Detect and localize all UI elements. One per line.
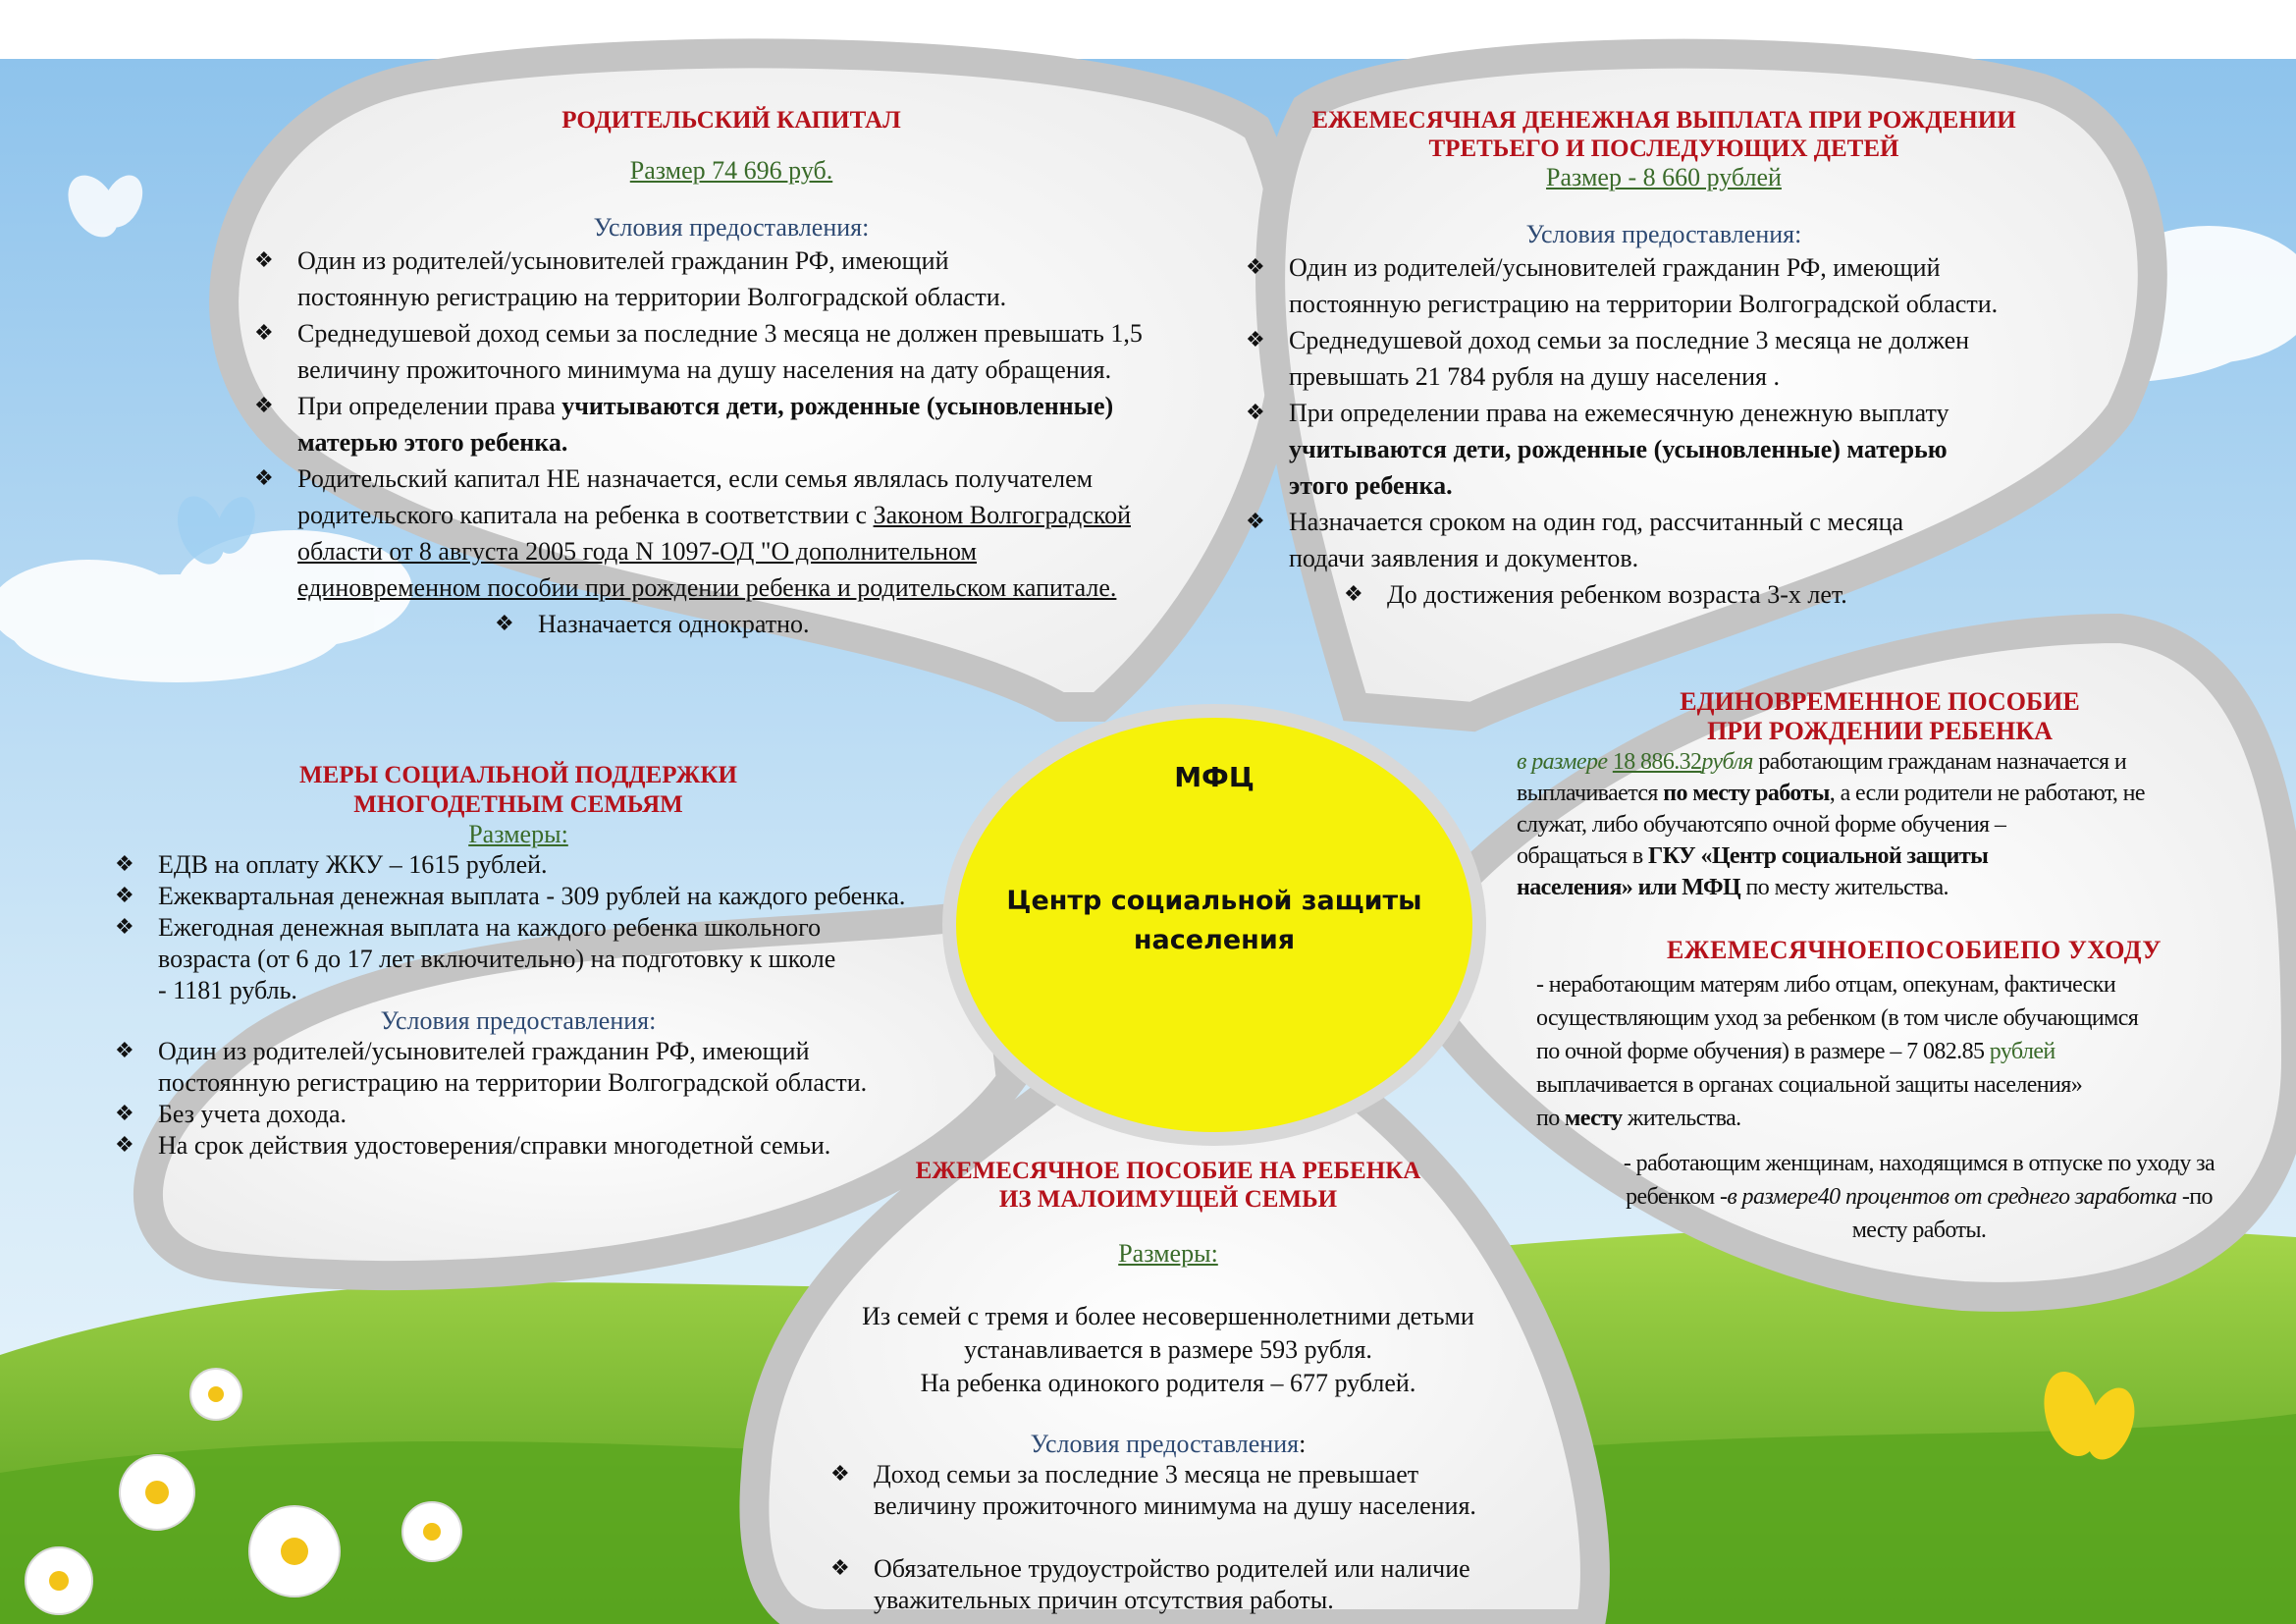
monthly-third-child-size: Размер - 8 660 рублей xyxy=(1546,163,1782,191)
center-subtitle-line1: Центр социальной защиты xyxy=(1006,886,1422,916)
list-item: ❖ Один из родителей/усыновителей гражданин РФ, имеющий постоянную регистрацию на территории Волгоградской области. xyxy=(250,243,1232,315)
center-subtitle-line2: населения xyxy=(1133,925,1296,955)
maternity-capital-size: Размер 74 696 руб. xyxy=(629,156,833,185)
list-item: ❖ При определении права на ежемесячную денежную выплату учитываются дети, рожденные (усыновленные) матерью этого ребенка. xyxy=(1242,395,2223,504)
list-item: ❖ Один из родителей/усыновителей гражданин РФ, имеющий постоянную регистрацию на территории Волгоградской области. xyxy=(1242,249,2223,322)
low-income-section xyxy=(825,1157,1571,1616)
list-item: ❖ Ежегодная денежная выплата на каждого ребенка школьного возраста (от 6 до 17 лет включительно) на подготовку к школе - 1181 рубль. xyxy=(111,912,994,1006)
large-families-section xyxy=(111,761,994,1162)
childcare-text-1: - неработающим матерям либо отцам, опекунам, фактически осуществляющим уход за ребенком (в том числе обучающимся по очной форме обучения) в размере – 7 082.85 рублей выплачивается в органах социальной защиты населения» по месту жительства. xyxy=(1536,972,2139,1131)
low-income-sizes-label: Размеры: xyxy=(1118,1239,1218,1268)
maternity-capital-title: РОДИТЕЛЬСКИЙ КАПИТАЛ xyxy=(561,107,901,134)
list-item: ❖ Родительский капитал НЕ назначается, если семья являлась получателем родительского капитала на ребенка в соответствии с Законом Волгоградской области от 8 августа 2005 года N 1097-ОД "О дополнительном единовременном пособии при рождении ребенка и родительском капитале. xyxy=(250,460,1232,606)
low-income-conditions-list xyxy=(827,1459,1571,1616)
lump-sum-birth-section xyxy=(1517,687,2243,903)
low-income-title: ЕЖЕМЕСЯЧНОЕ ПОСОБИЕ НА РЕБЕНКА ИЗ МАЛОИМУЩЕЙ СЕМЬИ xyxy=(915,1158,1421,1213)
large-families-conditions-label: Условия предоставления: xyxy=(380,1006,657,1035)
lump-sum-birth-text: в размере 18 886.32рубля работающим гражданам назначается и выплачивается по месту работы, а если родители не работают, не служат, либо обучаютсяпо очной форме обучения – обращаться в ГКУ «Центр социальной защиты населения» или МФЦ по месту жительства. xyxy=(1517,749,2145,900)
large-families-sizes-label: Размеры: xyxy=(468,820,568,848)
lump-sum-birth-title: ЕДИНОВРЕМЕННОЕ ПОСОБИЕ ПРИ РОЖДЕНИИ РЕБЕНКА xyxy=(1680,687,2080,745)
low-income-conditions-label: Условия предоставления: xyxy=(1030,1430,1307,1458)
list-item: ❖ Обязательное трудоустройство родителей или наличие уважительных причин отсутствия работы. xyxy=(827,1553,1571,1616)
list-item: ❖ Среднедушевой доход семьи за последние 3 месяца не должен превышать 1,5 величину прожиточного минимума на душу населения на дату обращения. xyxy=(250,315,1232,388)
large-families-conditions-list xyxy=(111,1036,994,1162)
monthly-third-child-age-list xyxy=(1340,576,2223,613)
large-families-title: МЕРЫ СОЦИАЛЬНОЙ ПОДДЕРЖКИ МНОГОДЕТНЫМ СЕМЬЯМ xyxy=(299,762,737,818)
maternity-capital-conditions-label: Условия предоставления: xyxy=(593,213,870,242)
list-item: ❖ Без учета дохода. xyxy=(111,1099,994,1130)
list-item: ❖ Назначается сроком на один год, рассчитанный с месяца подачи заявления и документов. xyxy=(1242,504,2223,576)
list-item: ❖ Назначается однократно. xyxy=(491,606,1232,642)
list-item: ❖ Доход семьи за последние 3 месяца не превышает величину прожиточного минимума на душу населения. xyxy=(827,1459,1571,1522)
maternity-capital-once-list xyxy=(491,606,1232,642)
top-white-margin xyxy=(0,0,2296,59)
list-item: ❖ До достижения ребенком возраста 3-х лет. xyxy=(1340,576,2223,613)
childcare-text-2: - работающим женщинам, находящимся в отпуске по уходу за ребенком -в размере40 процентов от среднего заработка -по месту работы. xyxy=(1623,1151,2216,1243)
childcare-section xyxy=(1536,936,2263,1247)
list-item: ❖ На срок действия удостоверения/справки многодетной семьи. xyxy=(111,1130,994,1162)
large-families-sizes-list xyxy=(111,849,994,1006)
list-item: ❖ ЕДВ на оплату ЖКУ – 1615 рублей. xyxy=(111,849,994,881)
list-item: ❖ Среднедушевой доход семьи за последние 3 месяца не должен превышать 21 784 рубля на душу населения . xyxy=(1242,322,2223,395)
monthly-third-child-conditions-label: Условия предоставления: xyxy=(1525,220,1802,248)
monthly-third-child-title: ЕЖЕМЕСЯЧНАЯ ДЕНЕЖНАЯ ВЫПЛАТА ПРИ РОЖДЕНИИ ТРЕТЬЕГО И ПОСЛЕДУЮЩИХ ДЕТЕЙ xyxy=(1311,107,2016,162)
center-mfc-title: МФЦ xyxy=(1174,761,1255,793)
maternity-capital-conditions-list xyxy=(250,243,1232,606)
childcare-title: ЕЖЕМЕСЯЧНОЕПОСОБИЕПО УХОДУ xyxy=(1667,936,2162,964)
monthly-third-child-section xyxy=(1242,106,2223,613)
list-item: ❖ При определении права учитываются дети, рожденные (усыновленные) матерью этого ребенка. xyxy=(250,388,1232,460)
law-link[interactable]: области от 8 августа 2005 года N 1097-ОД "О дополнительном xyxy=(297,537,977,566)
low-income-sizes-text: Из семей с тремя и более несовершеннолетними детьми устанавливается в размере 593 рубля. На ребенка одинокого родителя – 677 рублей. xyxy=(862,1302,1474,1397)
maternity-capital-section xyxy=(250,106,1232,642)
law-link[interactable]: Законом Волгоградской xyxy=(873,501,1131,529)
monthly-third-child-conditions-list xyxy=(1242,249,2223,576)
law-link[interactable]: единовременном пособии при рождении ребенка и родительском капитале. xyxy=(297,573,1117,602)
list-item: ❖ Ежеквартальная денежная выплата - 309 рублей на каждого ребенка. xyxy=(111,881,994,912)
list-item: ❖ Один из родителей/усыновителей гражданин РФ, имеющий постоянную регистрацию на территории Волгоградской области. xyxy=(111,1036,994,1099)
